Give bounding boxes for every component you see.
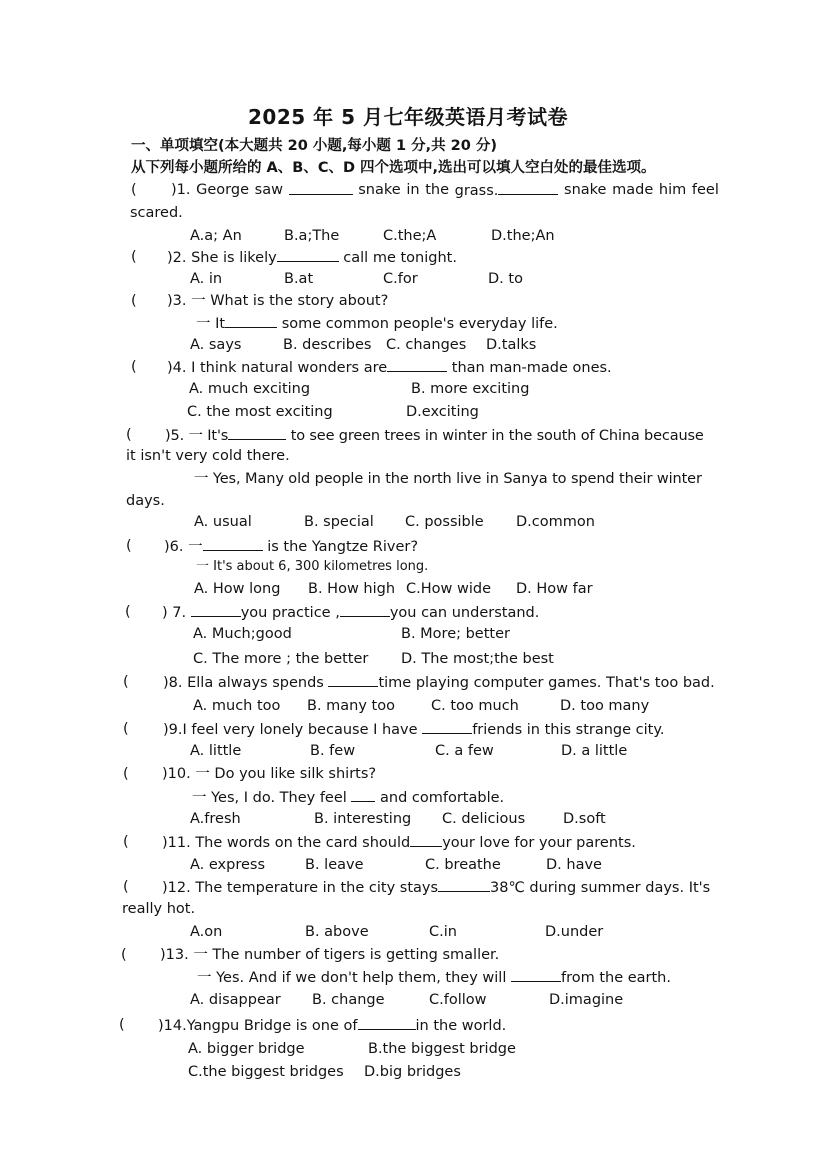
q4-stem: )4. I think natural wonders are than man-made ones. [167,360,612,376]
q14-stem: )14.Yangpu Bridge is one of in the world. [158,1018,507,1034]
q13-option-a: A. disappear [190,992,281,1008]
q5-option-d: D.common [516,514,595,530]
q2-paren: ( [131,249,137,265]
q7-blank-1 [191,603,241,617]
q13-option-c: C.follow [429,992,487,1008]
q11-stem: )11. The words on the card should your love for your parents. [162,835,636,851]
q2-option-b: B.at [284,271,314,287]
q1-stem: )1. George saw snake in the grass. snake made him feel [171,182,719,199]
q11-blank [410,833,442,847]
q1-option-d: D.the;An [491,228,555,244]
q9-option-c: C. a few [435,743,494,759]
q7-stem: ) 7. you practice , you can understand. [162,605,540,621]
q2-blank [277,248,339,262]
q11-option-c: C. breathe [425,857,501,873]
q3-blank [225,314,277,328]
q1-blank-2 [498,181,558,195]
q7-paren: ( [125,604,131,620]
q6-option-a: A. How long [194,581,281,597]
q10-reply: 一 Yes, I do. They feel and comfortable. [192,790,505,806]
q9-blank [422,720,472,734]
q3-paren: ( [131,293,137,309]
q8-paren: ( [123,674,129,690]
q7-blank-2 [340,603,390,617]
q5-option-a: A. usual [194,514,252,530]
q10-stem: )10. 一 Do you like silk shirts? [162,766,377,782]
q13-paren: ( [121,947,127,963]
q6-paren: ( [126,538,132,554]
q3-stem: )3. 一 What is the story about? [167,293,389,309]
q9-option-b: B. few [310,743,356,759]
q13-stem: )13. 一 The number of tigers is getting smaller. [160,947,500,963]
q13-reply: 一 Yes. And if we don't help them, they will from the earth. [197,970,671,986]
q12-paren: ( [123,879,129,895]
q5-option-c: C. possible [405,514,484,530]
q2-option-c: C.for [383,271,418,287]
q5-reply: 一 Yes, Many old people in the north live in Sanya to spend their winter [194,471,702,487]
q4-option-c: C. the most exciting [187,404,333,420]
q8-blank [328,673,378,687]
q7-option-c: C. The more ; the better [193,651,369,667]
q8-option-b: B. many too [307,698,395,714]
q12-stem-cont: really hot. [122,901,196,917]
q6-blank [203,537,263,551]
q11-option-a: A. express [190,857,266,873]
q14-option-a: A. bigger bridge [188,1041,305,1057]
q14-option-d: D.big bridges [364,1064,461,1080]
q4-option-a: A. much exciting [189,381,311,397]
q8-stem: )8. Ella always spends time playing computer games. That's too bad. [163,675,715,691]
q6-stem: )6. 一 is the Yangtze River? [164,539,419,555]
q14-blank [358,1016,416,1030]
q5-paren: ( [126,427,132,443]
q5-reply-cont: days. [126,493,165,509]
q2-option-d: D. to [488,271,523,287]
q6-option-b: B. How high [308,581,396,597]
q11-option-b: B. leave [305,857,364,873]
q5-option-b: B. special [304,514,374,530]
q8-option-a: A. much too [193,698,281,714]
q4-option-b: B. more exciting [411,381,530,397]
q2-option-a: A. in [190,271,223,287]
q1-option-c: C.the;A [383,228,437,244]
q10-blank [351,788,375,802]
q7-option-a: A. Much;good [193,626,292,642]
q12-option-b: B. above [305,924,369,940]
q1-stem-cont: scared. [130,205,183,221]
q5-blank [228,426,286,440]
q1-blank-1 [289,181,353,195]
q13-option-d: D.imagine [549,992,624,1008]
q14-option-b: B.the biggest bridge [368,1041,516,1057]
q12-option-a: A.on [190,924,223,940]
q3-option-a: A. says [190,337,242,353]
q1-option-a: A.a; An [190,228,242,244]
q14-option-c: C.the biggest bridges [188,1064,344,1080]
q13-blank [511,968,561,982]
q9-option-d: D. a little [561,743,628,759]
section-instruction: 从下列每小题所给的 A、B、C、D 四个选项中,选出可以填人空白处的最佳选项。 [131,160,656,176]
q1-paren: ( [131,182,137,198]
q5-stem: )5. 一 It's to see green trees in winter in the south of China because [165,428,704,444]
q2-stem: )2. She is likely call me tonight. [167,250,457,266]
q13-option-b: B. change [312,992,385,1008]
q7-option-b: B. More; better [401,626,510,642]
q14-paren: ( [119,1017,125,1033]
q9-stem: )9.I feel very lonely because I have friends in this strange city. [163,722,665,738]
q10-option-d: D.soft [563,811,606,827]
q3-reply: 一 It some common people's everyday life. [196,316,558,332]
q10-option-a: A.fresh [190,811,241,827]
q10-option-c: C. delicious [442,811,526,827]
q12-stem: )12. The temperature in the city stays 38℃ during summer days. It's [162,880,711,896]
q1-option-b: B.a;The [284,228,340,244]
q3-option-b: B. describes [283,337,372,353]
q5-stem-cont: it isn't very cold there. [126,448,290,464]
q4-paren: ( [131,359,137,375]
q7-option-d: D. The most;the best [401,651,554,667]
q11-option-d: D. have [546,857,602,873]
q3-option-d: D.talks [486,337,537,353]
q3-option-c: C. changes [386,337,467,353]
q4-option-d: D.exciting [406,404,479,420]
section-heading: 一、单项填空(本大题共 20 小题,每小题 1 分,共 20 分) [131,138,498,154]
exam-title: 2025 年 5 月七年级英语月考试卷 [248,105,568,129]
q6-option-d: D. How far [516,581,593,597]
q11-paren: ( [123,834,129,850]
q6-option-c: C.How wide [406,581,491,597]
q10-option-b: B. interesting [314,811,412,827]
q12-option-c: C.in [429,924,457,940]
q8-option-c: C. too much [431,698,519,714]
q9-paren: ( [123,721,129,737]
q4-blank [387,358,447,372]
q6-reply: 一 It's about 6, 300 kilometres long. [196,559,429,574]
q12-option-d: D.under [545,924,604,940]
q9-option-a: A. little [190,743,242,759]
q12-blank [438,878,490,892]
q10-paren: ( [123,766,129,782]
q8-option-d: D. too many [560,698,650,714]
